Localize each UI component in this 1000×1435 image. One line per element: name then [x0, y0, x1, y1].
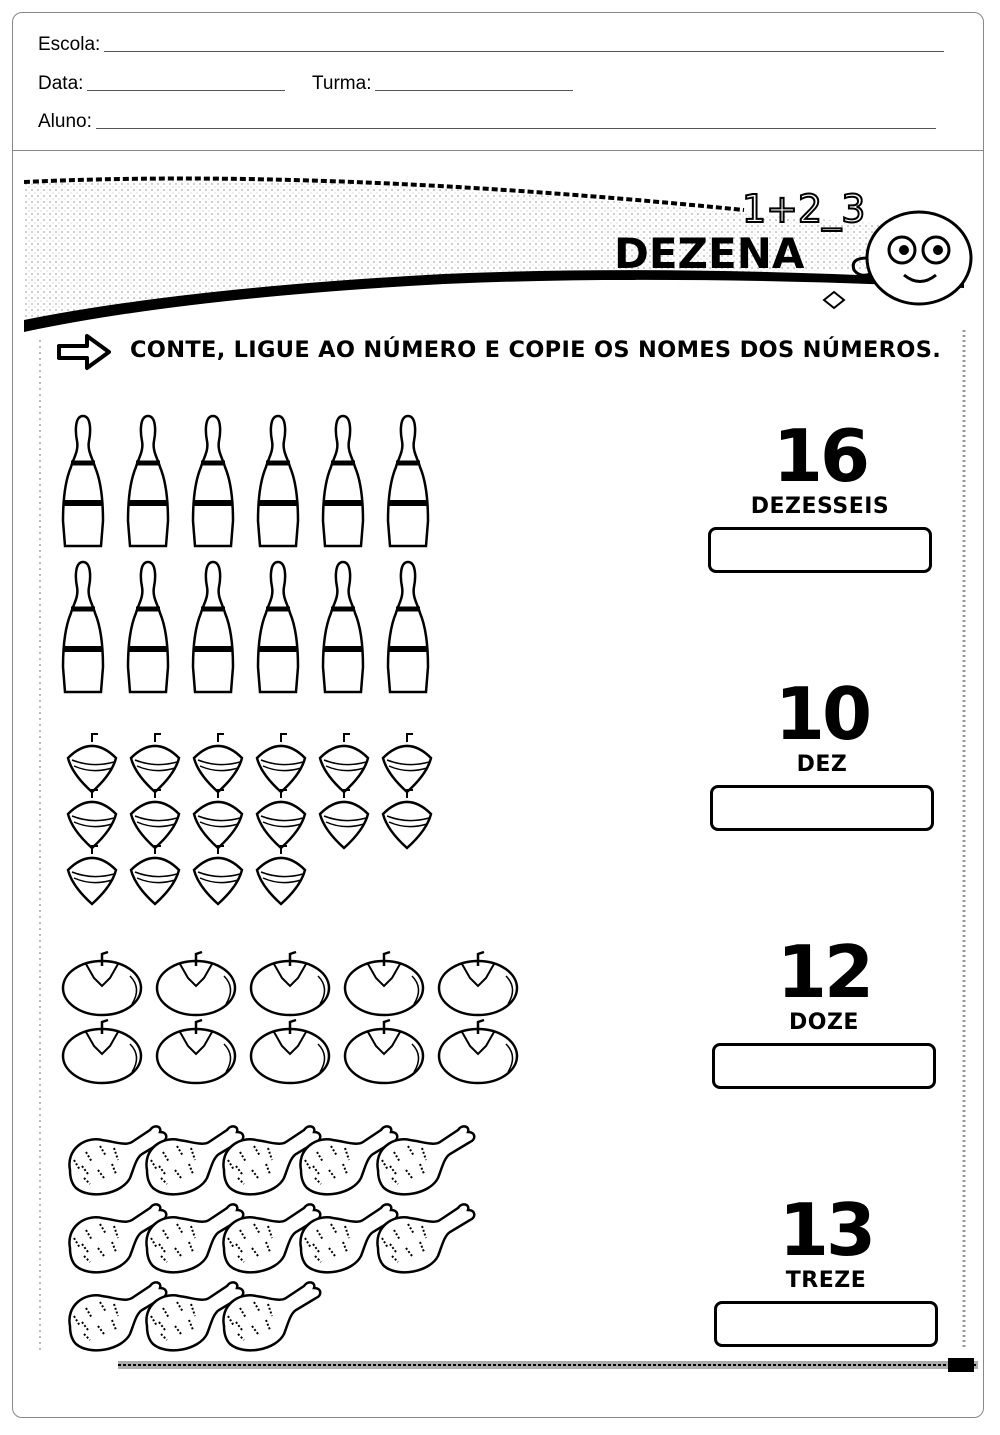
- spinning-top-icon: [131, 734, 179, 792]
- answer-box[interactable]: [710, 785, 934, 831]
- spinning-top-icon: [383, 790, 431, 848]
- bottom-border-strip: [118, 1358, 978, 1372]
- bowling-pin-icon: [193, 416, 233, 546]
- spinning-top-icon: [320, 790, 368, 848]
- data-label: Data:: [38, 73, 84, 94]
- banner-title: DEZENA: [614, 229, 805, 278]
- number-card-13: [706, 1188, 946, 1347]
- spinning-top-icon: [131, 790, 179, 848]
- banner-math-symbols: 1+2_3: [742, 187, 866, 231]
- drumsticks-group: [69, 1126, 474, 1350]
- number-word: DEZ: [796, 752, 848, 777]
- tomato-icon: [157, 952, 235, 1015]
- number-card-10: [702, 672, 942, 831]
- tomato-icon: [251, 1020, 329, 1083]
- spinning-top-icon: [320, 734, 368, 792]
- bowling-pin-icon: [63, 416, 103, 546]
- bowling-pin-icon: [128, 562, 168, 692]
- number-digits: 16: [772, 414, 868, 498]
- number-word: DOZE: [789, 1010, 859, 1035]
- number-word: TREZE: [785, 1268, 867, 1293]
- spinning-top-icon: [194, 790, 242, 848]
- escola-label: Escola:: [38, 34, 101, 55]
- spinning-top-icon: [131, 846, 179, 904]
- bowling-pin-icon: [388, 562, 428, 692]
- bowling-pin-icon: [388, 416, 428, 546]
- bowling-pin-icon: [258, 416, 298, 546]
- spinning-top-icon: [68, 846, 116, 904]
- spinning-top-icon: [68, 734, 116, 792]
- answer-box[interactable]: [714, 1301, 938, 1347]
- tomatoes-group: [63, 952, 517, 1083]
- spinning-tops-group: [68, 734, 431, 904]
- bowling-pin-icon: [258, 562, 298, 692]
- tomato-icon: [251, 952, 329, 1015]
- spinning-top-icon: [257, 734, 305, 792]
- spinning-top-icon: [194, 734, 242, 792]
- answer-box[interactable]: [708, 527, 932, 573]
- bowling-pin-icon: [323, 416, 363, 546]
- number-word: DEZESSEIS: [750, 494, 890, 519]
- answer-box[interactable]: [712, 1043, 936, 1089]
- number-digits: 12: [776, 930, 872, 1014]
- spinning-top-icon: [194, 846, 242, 904]
- bowling-pin-icon: [63, 562, 103, 692]
- number-card-12: [704, 930, 944, 1089]
- tomato-icon: [63, 952, 141, 1015]
- tomato-icon: [439, 1020, 517, 1083]
- tomato-icon: [345, 1020, 423, 1083]
- tomato-icon: [345, 952, 423, 1015]
- spinning-top-icon: [257, 846, 305, 904]
- number-card-16: [700, 414, 940, 573]
- tomato-icon: [157, 1020, 235, 1083]
- spinning-top-icon: [257, 790, 305, 848]
- aluno-label: Aluno:: [38, 111, 92, 132]
- bowling-pin-icon: [323, 562, 363, 692]
- number-digits: 10: [774, 672, 870, 756]
- bowling-pin-icon: [193, 562, 233, 692]
- spinning-top-icon: [68, 790, 116, 848]
- instruction-text: CONTE, LIGUE AO NÚMERO E COPIE OS NOMES DOS NÚMEROS.: [130, 337, 942, 363]
- number-digits: 13: [778, 1188, 874, 1272]
- spinning-top-icon: [383, 734, 431, 792]
- tomato-icon: [439, 952, 517, 1015]
- tomato-icon: [63, 1020, 141, 1083]
- turma-label: Turma:: [312, 73, 372, 94]
- bowling-pins-group: [63, 416, 428, 692]
- bowling-pin-icon: [128, 416, 168, 546]
